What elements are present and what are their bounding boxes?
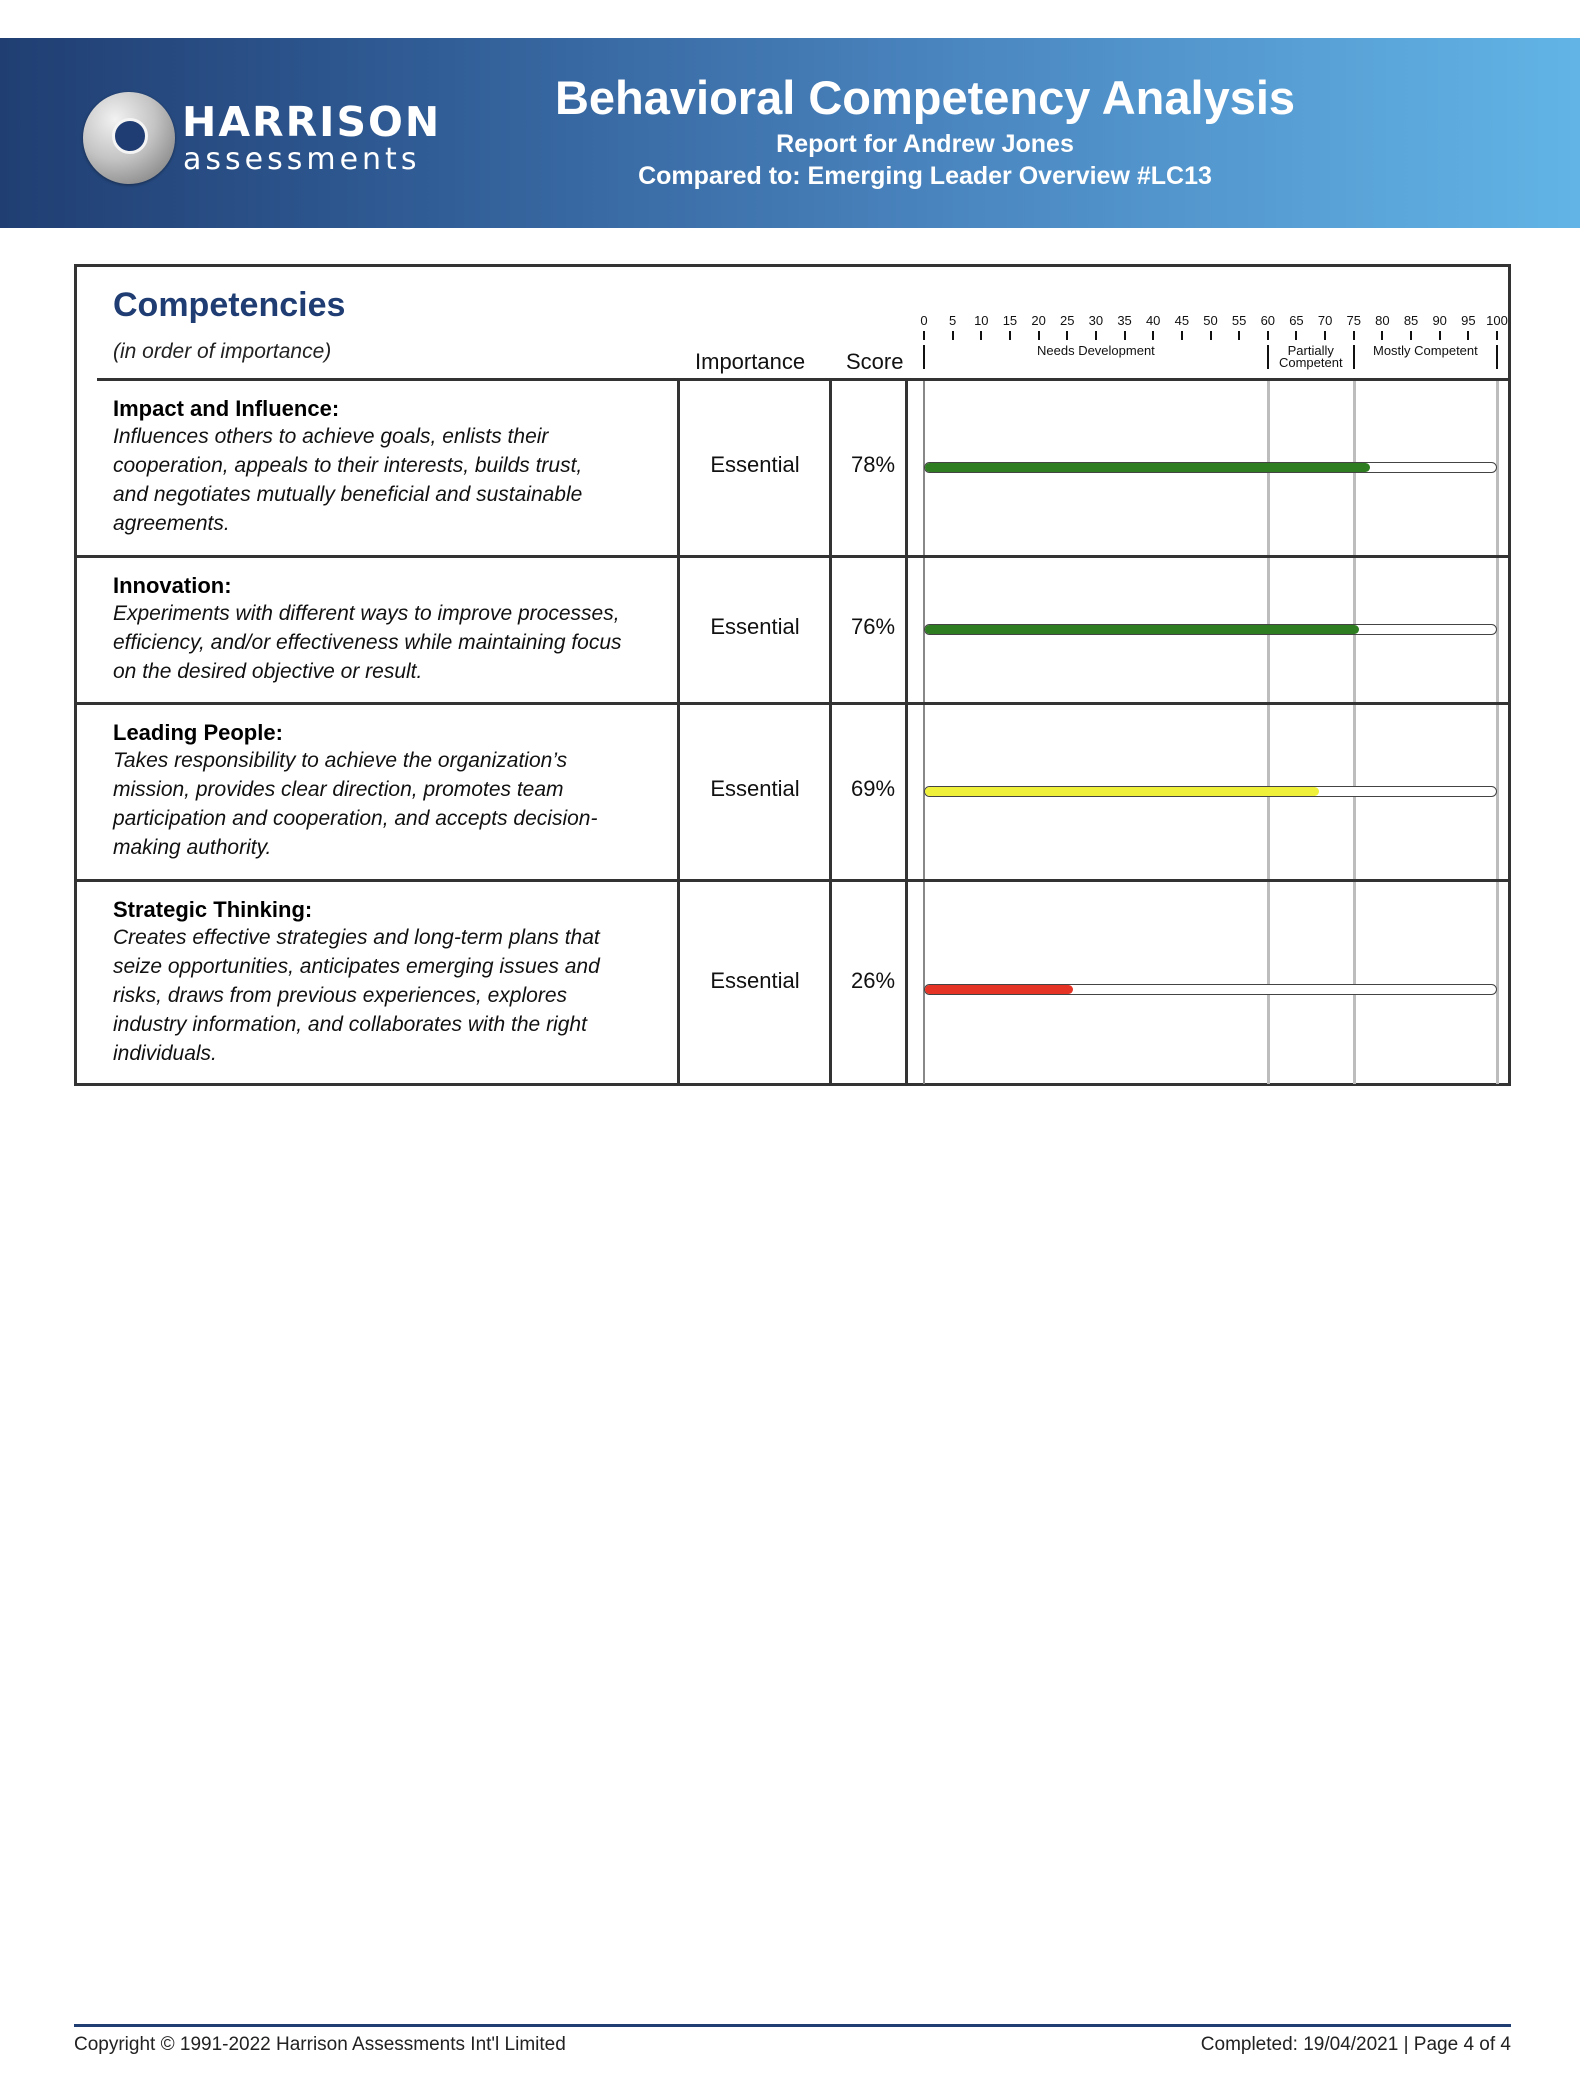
scale-tick [1381,331,1383,340]
scale-tick [1324,331,1326,340]
chart-zero-line [923,380,925,1084]
compared-to: Compared to: Emerging Leader Overview #LC13 [638,162,1212,190]
scale-tick-label: 80 [1375,313,1390,328]
scale-tick [980,331,982,340]
score-value: 26% [850,968,896,993]
logo-wordmark-assessments: assessments [183,142,421,177]
scale-tick [1095,331,1097,340]
scale-tick-label: 20 [1031,313,1046,328]
competency-description [113,599,673,686]
scale-tick [1009,331,1011,340]
competency-description-line: seize opportunities, anticipates emerging issues and [113,955,600,978]
importance-value: Essential [710,451,800,477]
scale-tick [1496,331,1498,340]
score-value: 69% [850,775,896,801]
footer-divider [74,2024,1511,2027]
zone-partially-competent: Partially [1287,343,1334,358]
competency-description-line: mission, provides clear direction, promotes team [113,778,564,801]
competency-description-line: agreements. [113,512,230,535]
scale-tick-label: 50 [1203,313,1218,328]
importance-value: Essential [710,775,800,801]
zone-partially-competent: Competent [1278,355,1343,370]
chart-gridline [1496,380,1499,1084]
score-bar-fill [925,463,1370,472]
scale-tick [1467,331,1469,340]
row-divider [74,555,1511,558]
scale-tick-label: 25 [1060,313,1075,328]
report-title: Behavioral Competency Analysis [554,71,1296,124]
logo-wordmark-harrison: HARRISON [182,98,442,146]
scale-tick-label: 5 [949,313,957,328]
score-bar-track [924,624,1497,635]
scale-tick [1439,331,1441,340]
scale-tick-label: 30 [1088,313,1104,328]
score-bar-track [924,786,1497,797]
competency-description-line: participation and cooperation, and accepts decision- [113,807,598,830]
zone-separator [923,345,925,369]
scale-tick-label: 75 [1346,313,1361,328]
competency-description-line: industry information, and collaborates with the right [113,1013,587,1036]
competencies-subheading: (in order of importance) [113,340,332,363]
competency-description-line: on the desired objective or result. [113,660,423,683]
scale-tick [1238,331,1240,340]
scale-tick-label: 65 [1289,313,1304,328]
scale-tick [1066,331,1068,340]
zone-mostly-competent: Mostly Competent [1372,343,1478,358]
scale-tick [1124,331,1126,340]
completed-page-info: Completed: 19/04/2021 | Page 4 of 4 [1200,2034,1511,2055]
scale-tick [1267,331,1269,340]
scale-tick [1295,331,1297,340]
scale-tick-label: 45 [1174,313,1190,328]
scale-tick [923,331,925,340]
scale-tick [1038,331,1040,340]
score-bar-track [924,462,1497,473]
zone-separator [1496,345,1498,369]
competency-name: Innovation: [113,573,232,598]
scale-tick-label: 15 [1002,313,1018,328]
logo-ring-icon [83,92,175,184]
competency-description-line: individuals. [113,1042,217,1065]
zone-separator [1267,345,1269,369]
row-divider [74,702,1511,705]
scale-tick-label: 60 [1260,313,1276,328]
report-for: Report for Andrew Jones [776,130,1074,158]
scale-tick-label: 70 [1317,313,1333,328]
score-value: 76% [850,613,896,639]
competency-description-line: Experiments with different ways to improve processes, [113,602,620,625]
competency-name: Impact and Influence: [113,396,340,421]
scale-tick [952,331,954,340]
competency-description-line: efficiency, and/or effectiveness while maintaining focus [113,631,622,654]
scale-tick-label: 95 [1461,313,1476,328]
scale-tick [1353,331,1355,340]
row-divider [74,879,1511,882]
competency-description [113,422,673,538]
scale-tick [1410,331,1412,340]
competency-description-line: risks, draws from previous experiences, explores [113,984,568,1007]
scale-tick [1152,331,1154,340]
zone-separator [1353,345,1355,369]
competency-description-line: Influences others to achieve goals, enlists their [113,425,549,448]
scale-tick-label: 55 [1231,313,1247,328]
chart-gridline [1353,380,1356,1084]
scale-tick-label: 35 [1117,313,1132,328]
score-column-header: Score [846,349,904,374]
competencies-heading: Competencies [113,286,346,324]
competency-name: Leading People: [113,720,283,745]
scale-tick-label: 40 [1145,313,1161,328]
score-bar-track [924,984,1497,995]
score-bar-fill [925,985,1073,994]
competency-description [113,923,673,1068]
scale-tick-label: 0 [920,313,928,328]
scale-tick-label: 100 [1486,313,1508,328]
scale-tick-label: 90 [1432,313,1447,328]
competency-description-line: making authority. [113,836,272,859]
score-bar-fill [925,625,1359,634]
competency-description-line: Creates effective strategies and long-term plans that [113,926,600,949]
score-value: 78% [850,451,896,477]
zone-needs-development: Needs Development [1037,343,1155,358]
competency-description-line: and negotiates mutually beneficial and sustainable [113,483,583,506]
harrison-logo [80,92,442,192]
competency-description-line: cooperation, appeals to their interests, builds trust, [113,454,583,477]
scale-tick-label: 85 [1403,313,1419,328]
competency-description-line: Takes responsibility to achieve the organization’s [113,749,568,772]
header-divider [97,378,1511,381]
copyright-text: Copyright © 1991-2022 Harrison Assessments Int'l Limited [74,2034,566,2055]
importance-value: Essential [710,968,800,993]
score-bar-fill [925,787,1319,796]
scale-tick [1181,331,1183,340]
competency-description [113,746,673,862]
importance-value: Essential [710,613,800,639]
chart-gridline [1267,380,1270,1084]
scale-tick [1210,331,1212,340]
competency-name: Strategic Thinking: [113,897,313,922]
importance-column-header: Importance [695,349,806,374]
scale-tick-label: 10 [974,313,989,328]
